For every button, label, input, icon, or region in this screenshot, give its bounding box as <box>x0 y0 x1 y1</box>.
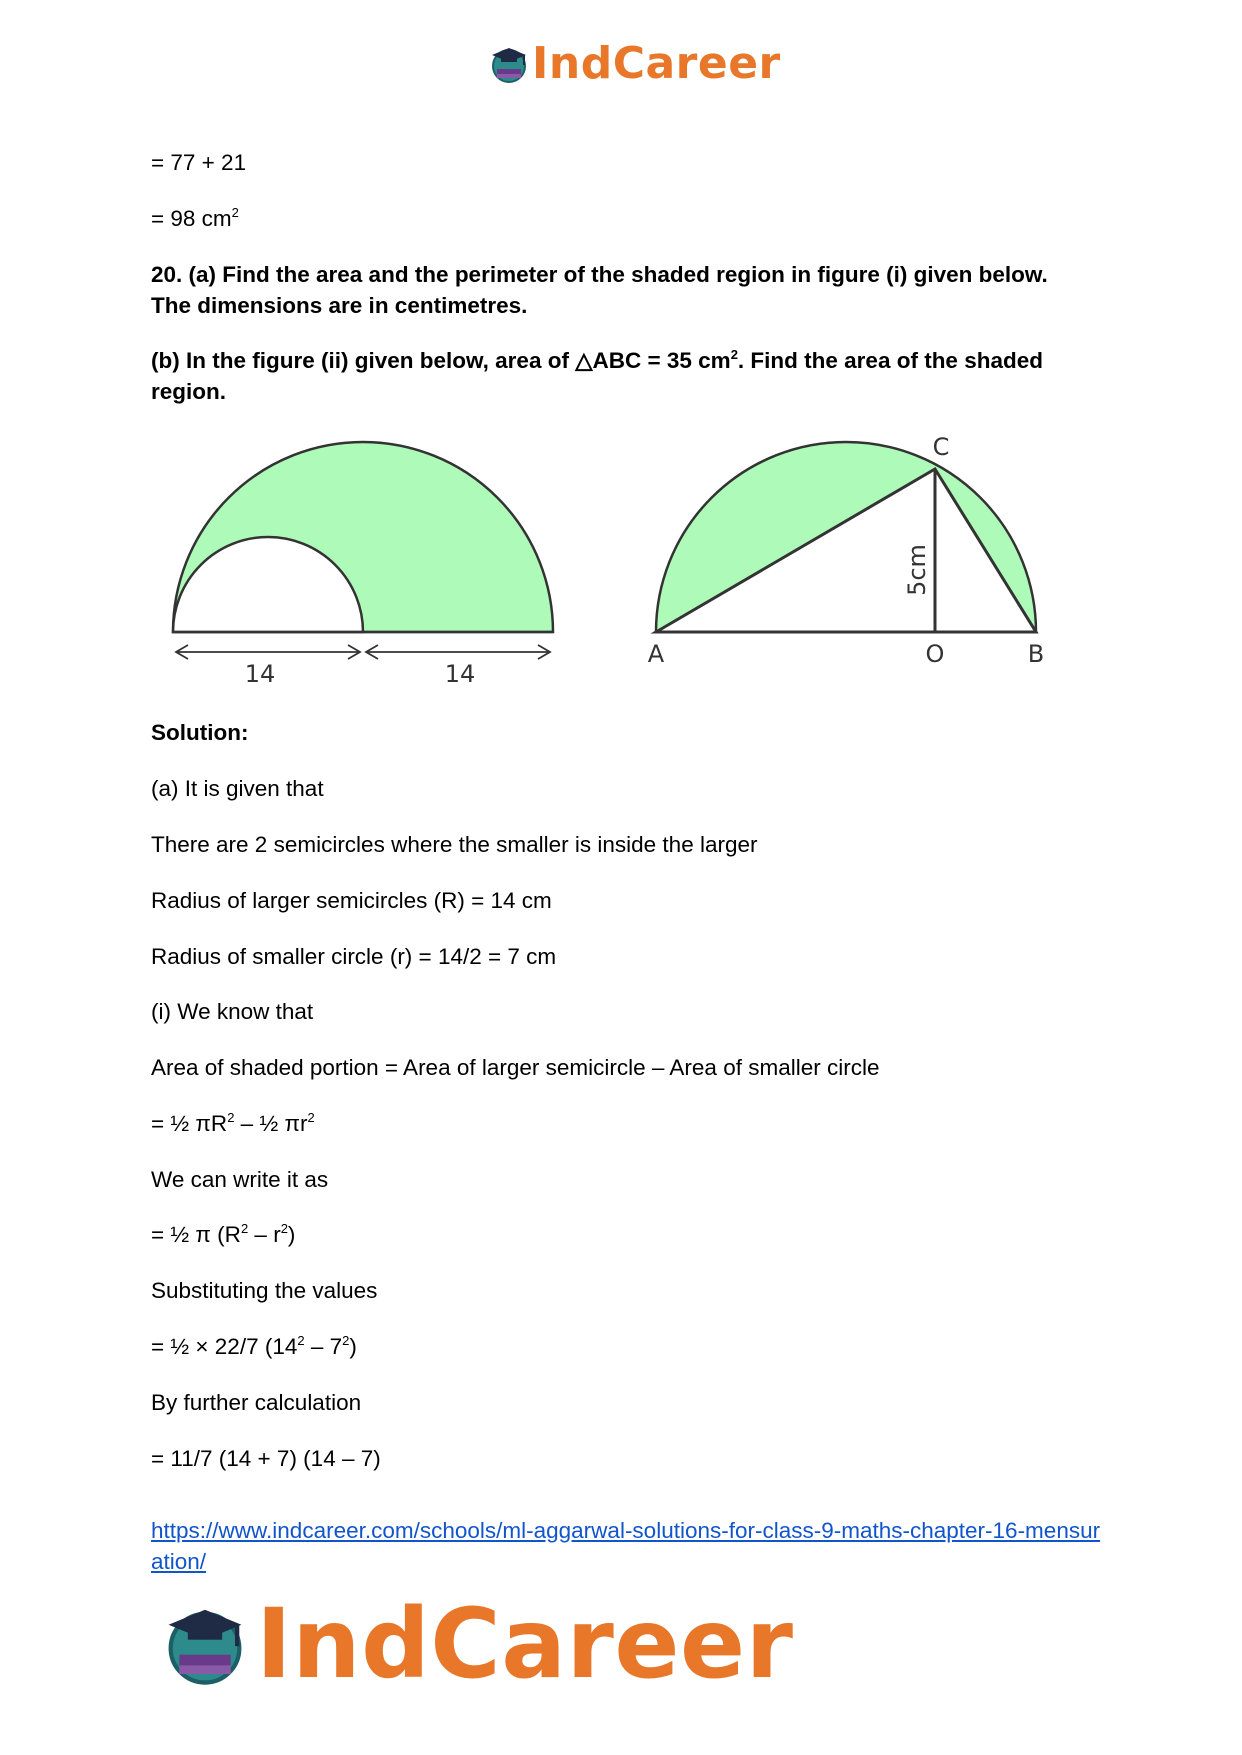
solution-line-2: There are 2 semicircles where the smaller is inside the larger <box>151 832 758 857</box>
figure-i-semicircles <box>160 430 570 690</box>
label-b: B <box>1027 640 1045 668</box>
figure-ii-triangle-in-semicircle <box>630 425 1070 690</box>
solution-heading: Solution: <box>151 720 249 745</box>
solution-line-1: (a) It is given that <box>151 776 324 801</box>
graduation-cap-globe-icon <box>488 43 530 85</box>
solution-line-7: = ½ $\pi R^2$ – ½ $\pi r^2$ <box>151 1110 315 1136</box>
solution-line-9: = ½ π $(R^2 - r^2)$ <box>151 1221 296 1247</box>
solution-line-11: = ½ × 22/7 $(14^2 - 7^2)$ <box>151 1333 357 1359</box>
label-a: A <box>647 640 665 668</box>
solution-line-10: Substituting the values <box>151 1278 378 1303</box>
footer-logo[interactable] <box>160 1588 793 1700</box>
graduation-cap-globe-icon <box>160 1599 250 1689</box>
solution-line-6: Area of shaded portion = Area of larger semicircle – Area of smaller circle <box>151 1055 880 1080</box>
label-c: C <box>932 433 950 461</box>
question-part-b: (b) In the figure (ii) given below, area of △ABC = 35 $cm^2$. Find the area of the shaded region. <box>151 347 1043 404</box>
solution-line-5: (i) We know that <box>151 999 314 1024</box>
solution-line-8: We can write it as <box>151 1167 329 1192</box>
solution-line-12: By further calculation <box>151 1390 362 1415</box>
right-length-label: 14 <box>444 660 476 688</box>
solution-line-3: Radius of larger semicircles (R) = 14 cm <box>151 888 552 913</box>
prev-line-2: = 98 $cm^2$ <box>151 205 239 231</box>
label-o: O <box>925 640 945 668</box>
footer-source-link[interactable]: https://www.indcareer.com/schools/ml-aggarwal-solutions-for-class-9-maths-chapter-16-mensuration/ <box>151 1518 1101 1574</box>
solution-line-13: = 11/7 (14 + 7) (14 – 7) <box>151 1446 381 1471</box>
prev-line-1: = 77 + 21 <box>151 150 247 175</box>
left-length-label: 14 <box>244 660 276 688</box>
brand-wordmark: IndCareer <box>532 38 781 89</box>
header-logo[interactable] <box>488 38 781 89</box>
question-part-a: 20. (a) Find the area and the perimeter of the shaded region in figure (i) given below. The dimensions are in centimetres. <box>151 262 1048 318</box>
brand-wordmark: IndCareer <box>256 1588 794 1700</box>
solution-line-4: Radius of smaller circle (r) = 14/2 = 7 cm <box>151 944 557 969</box>
height-label: 5cm <box>903 544 931 596</box>
